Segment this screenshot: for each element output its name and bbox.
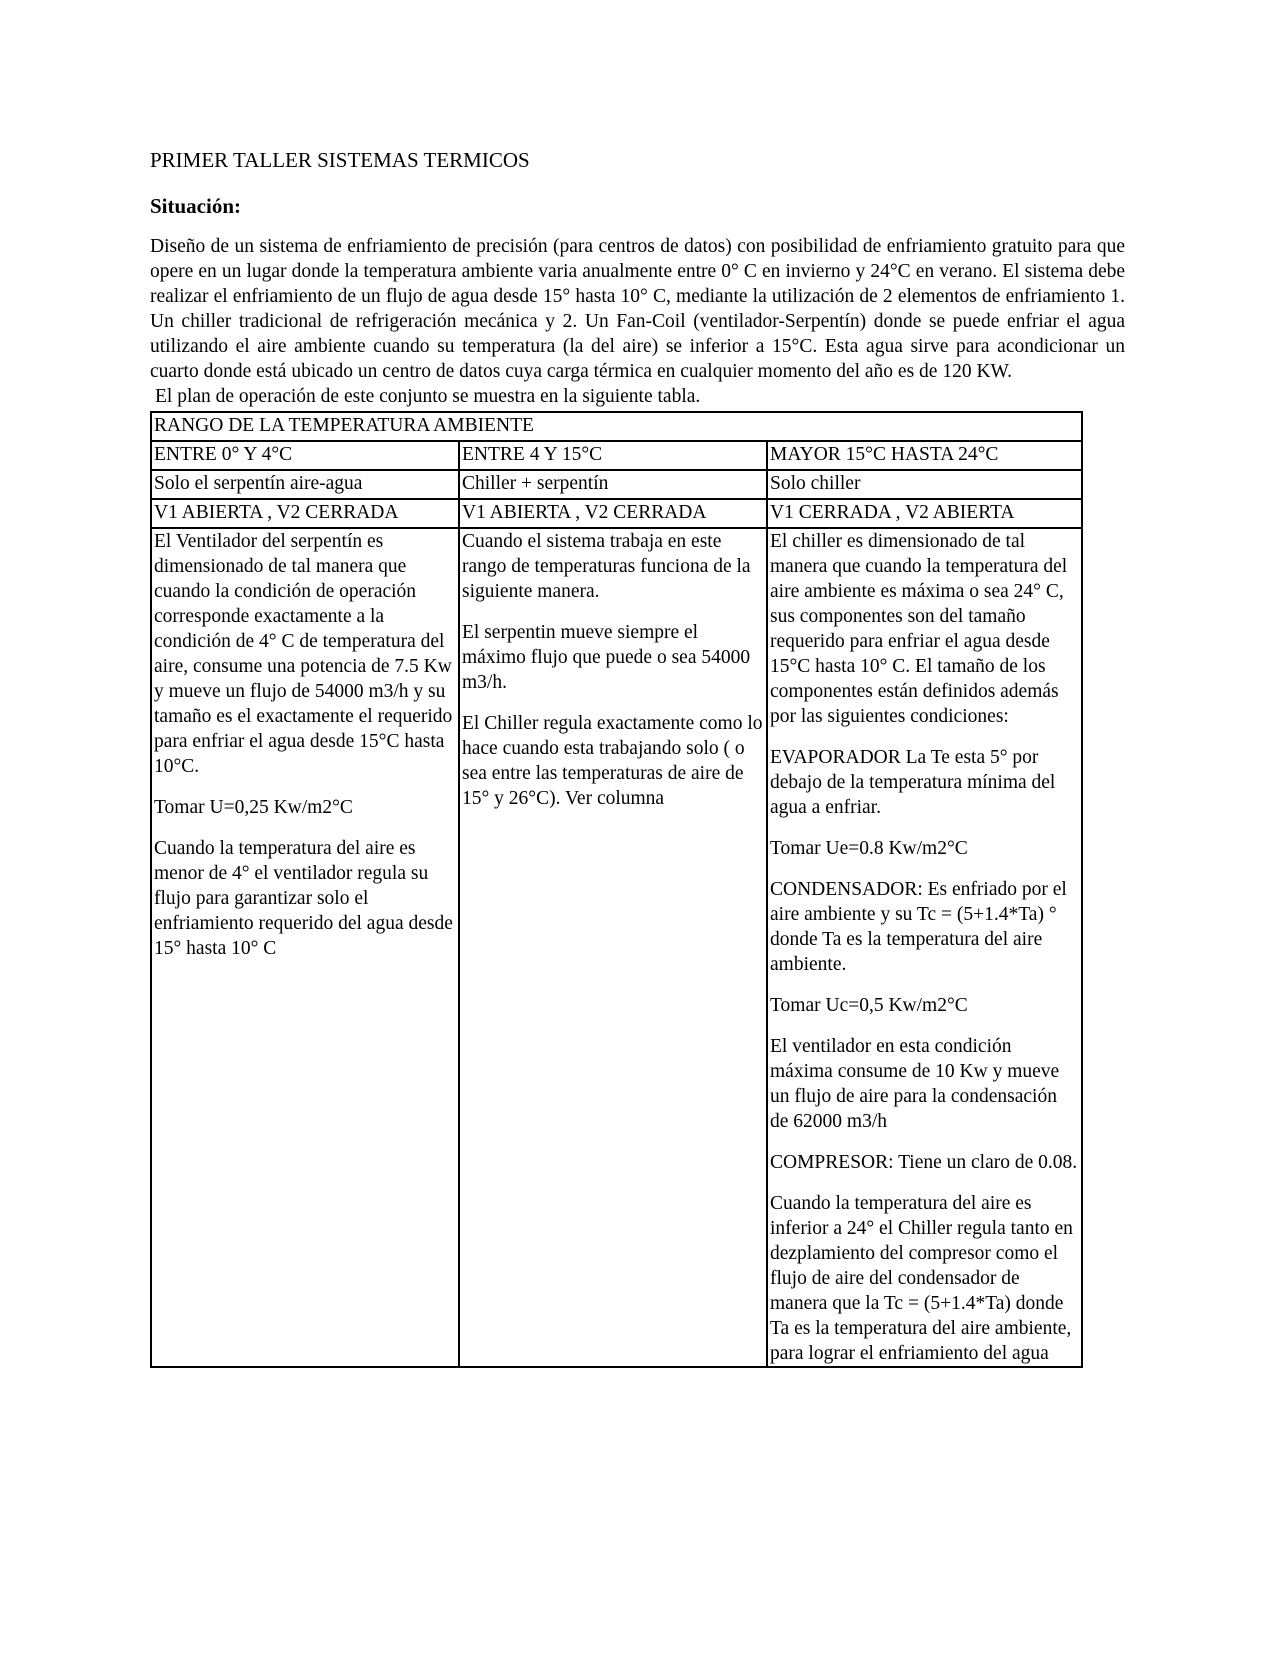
range-cell-1: ENTRE 0° Y 4°C — [151, 441, 459, 470]
mode-cell-3: Solo chiller — [767, 470, 1082, 499]
col1-paragraph: Cuando la temperatura del aire es menor de 4° el ventilador regula su flujo para garantizar solo el enfriamiento requerido del agua desde 15° hasta 10° C — [154, 838, 453, 959]
col1-paragraph: Tomar U=0,25 Kw/m2°C — [154, 797, 353, 818]
valve-cell-1: V1 ABIERTA , V2 CERRADA — [151, 499, 459, 528]
mode-cell-1: Solo el serpentín aire-agua — [151, 470, 459, 499]
table-header-cell: RANGO DE LA TEMPERATURA AMBIENTE — [151, 412, 1082, 441]
col3-paragraph: El chiller es dimensionado de tal manera que cuando la temperatura del aire ambiente es máxima o sea 24° C, sus componentes son del tamaño requerido para enfriar el agua desde 15°C hasta 10° C. El tamaño de los componentes están definidos además por las siguientes condiciones: — [770, 531, 1068, 727]
table-row-header — [151, 412, 1082, 441]
col3-paragraph: Cuando la temperatura del aire es inferior a 24° el Chiller regula tanto en dezplamiento del compresor como el flujo de aire del condensador de manera que la Tc = (5+1.4*Ta) donde Ta es la temperatura del aire ambiente, para lograr el enfriamiento del agua — [770, 1193, 1073, 1364]
range-cell-3: MAYOR 15°C HASTA 24°C — [767, 441, 1082, 470]
col3-paragraph: COMPRESOR: Tiene un claro de 0.08. — [770, 1152, 1078, 1173]
document-title: PRIMER TALLER SISTEMAS TERMICOS — [150, 148, 530, 172]
section-heading: Situación: — [150, 194, 242, 218]
col2-paragraph: Cuando el sistema trabaja en este rango de temperaturas funciona de la siguiente manera. — [462, 531, 751, 602]
col1-paragraph: El Ventilador del serpentín es dimensionado de tal manera que cuando la condición de operación corresponde exactamente a la condición de 4° C de temperatura del aire, consume una potencia de 7.5 Kw y mueve un flujo de 54000 m3/h y su tamaño es el exactamente el requerido para enfriar el agua desde 15°C hasta 10°C. — [154, 531, 453, 777]
description-cell-combined — [459, 528, 767, 1367]
col3-paragraph: El ventilador en esta condición máxima consume de 10 Kw y mueve un flujo de aire para la condensación de 62000 m3/h — [770, 1036, 1060, 1132]
col3-paragraph: Tomar Uc=0,5 Kw/m2°C — [770, 995, 968, 1016]
description-cell-chiller — [767, 528, 1082, 1367]
valve-cell-2: V1 ABIERTA , V2 CERRADA — [459, 499, 767, 528]
table-row-valves — [151, 499, 1082, 528]
table-row-modes — [151, 470, 1082, 499]
description-cell-fan-coil — [151, 528, 459, 1367]
plan-sentence: El plan de operación de este conjunto se muestra en la siguiente tabla. — [155, 386, 701, 407]
table-row-ranges — [151, 441, 1082, 470]
col3-paragraph: CONDENSADOR: Es enfriado por el aire ambiente y su Tc = (5+1.4*Ta) ° donde Ta es la temperatura del aire ambiente. — [770, 879, 1067, 975]
col3-paragraph: EVAPORADOR La Te esta 5° por debajo de la temperatura mínima del agua a enfriar. — [770, 747, 1056, 818]
document-page — [150, 146, 1125, 1368]
operation-plan-table — [150, 411, 1083, 1368]
mode-cell-2: Chiller + serpentín — [459, 470, 767, 499]
table-row-descriptions — [151, 528, 1082, 1367]
col2-paragraph: El serpentin mueve siempre el máximo flujo que puede o sea 54000 m3/h. — [462, 622, 751, 693]
valve-cell-3: V1 CERRADA , V2 ABIERTA — [767, 499, 1082, 528]
col2-paragraph: El Chiller regula exactamente como lo hace cuando esta trabajando solo ( o sea entre las temperaturas de aire de 15° y 26°C). Ver columna — [462, 713, 763, 809]
intro-paragraph: Diseño de un sistema de enfriamiento de precisión (para centros de datos) con posibilidad de enfriamiento gratuito para que opere en un lugar donde la temperatura ambiente varia anualmente entre 0° C en invierno y 24°C en verano. El sistema debe realizar el enfriamiento de un flujo de agua desde 15° hasta 10° C, mediante la utilización de 2 elementos de enfriamiento 1. Un chiller tradicional de refrigeración mecánica y 2. Un Fan-Coil (ventilador-Serpentín) donde se puede enfriar el agua utilizando el aire ambiente cuando su temperatura (la del aire) se inferior a 15°C. Esta agua sirve para acondicionar un cuarto donde está ubicado un centro de datos cuya carga térmica en cualquier momento del año es de 120 KW. — [150, 236, 1125, 382]
col3-paragraph: Tomar Ue=0.8 Kw/m2°C — [770, 838, 968, 859]
range-cell-2: ENTRE 4 Y 15°C — [459, 441, 767, 470]
